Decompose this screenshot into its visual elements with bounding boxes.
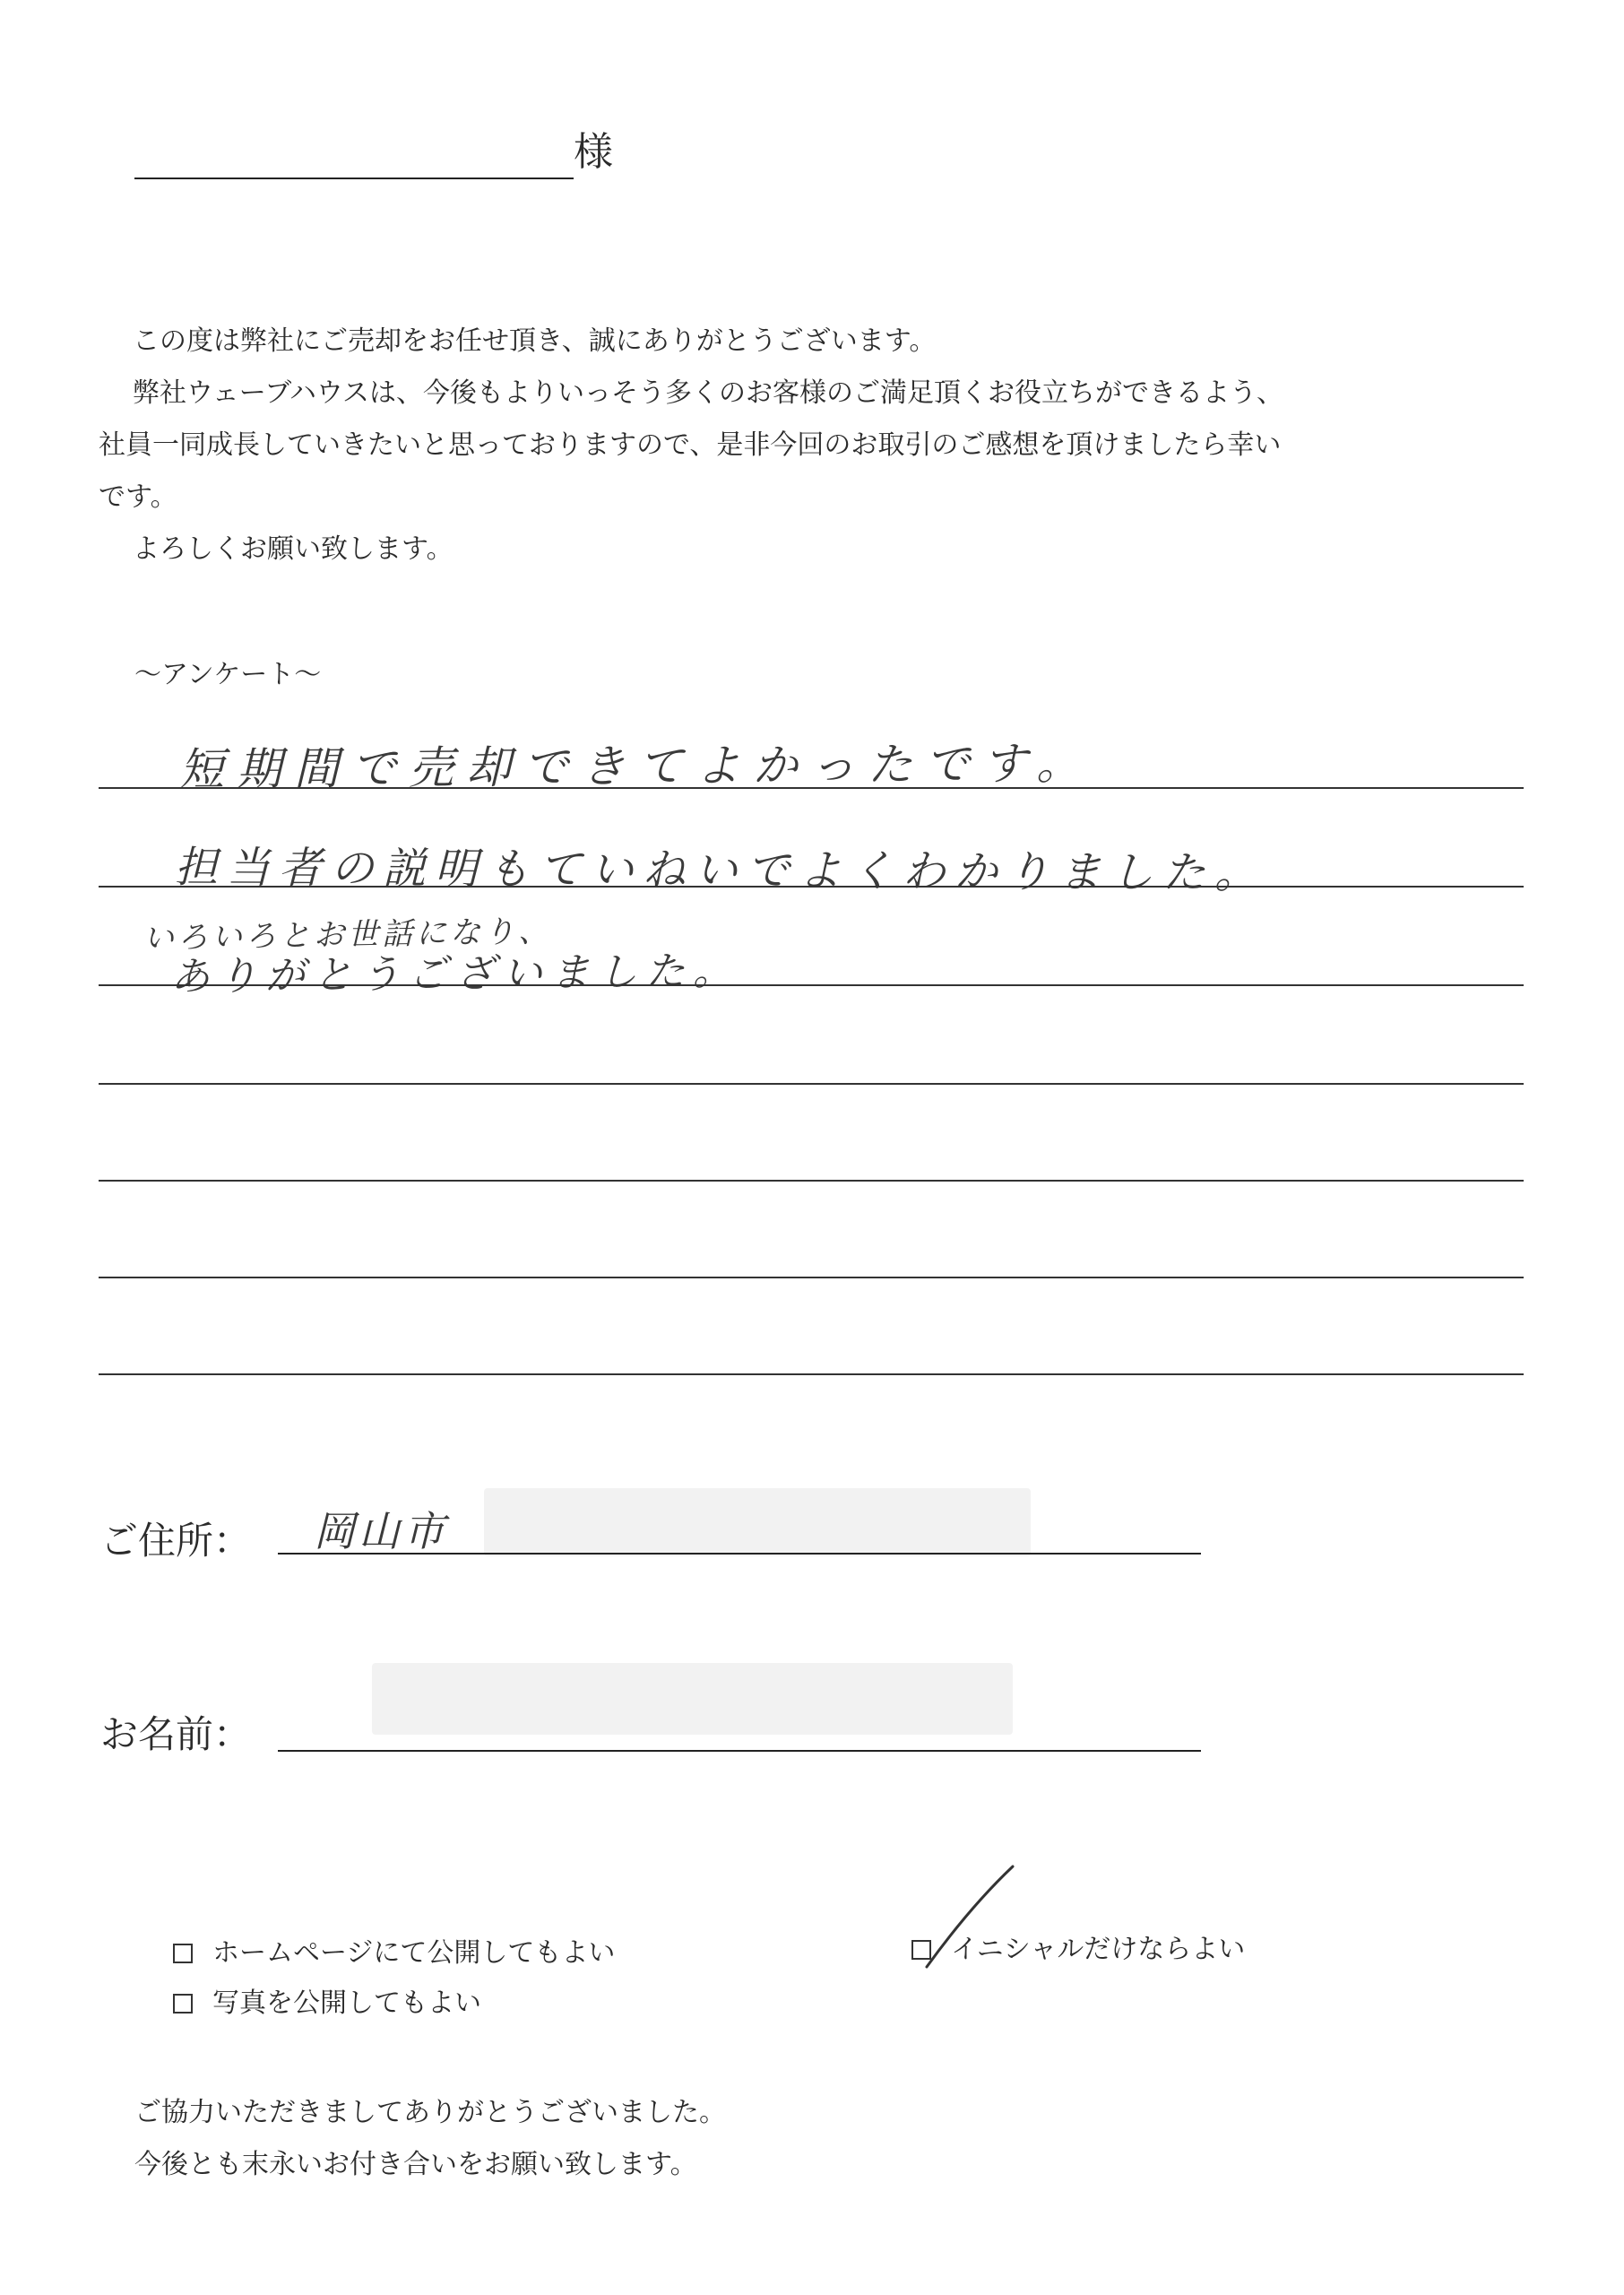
address-label: ご住所： <box>100 1519 252 1563</box>
closing-message <box>134 2087 726 2191</box>
address-field-line[interactable] <box>278 1553 1201 1555</box>
answer-line[interactable] <box>99 787 1524 789</box>
answer-line[interactable] <box>99 984 1524 986</box>
handwritten-answer: 担当者の説明もていねいでよくわかりました。 <box>174 842 1267 899</box>
address-handwritten-value: 岡山市 <box>314 1507 448 1555</box>
answer-line[interactable] <box>99 1083 1524 1085</box>
name-redaction <box>372 1663 1013 1735</box>
intro-paragraph <box>99 316 1542 576</box>
closing-line: 今後とも末永いお付き合いをお願い致します。 <box>134 2149 697 2180</box>
intro-line: よろしくお願い致します。 <box>133 533 454 565</box>
answer-line[interactable] <box>99 886 1524 888</box>
option-homepage-label: ホームページにて公開してもよい <box>212 1937 616 1969</box>
homepage-checkbox[interactable] <box>173 1944 193 1963</box>
check-mark-icon <box>923 1863 1022 1970</box>
name-label: お名前： <box>100 1712 252 1756</box>
handwritten-answer: 短期間で売却できてよかったです。 <box>178 737 1094 796</box>
answer-line[interactable] <box>99 1373 1524 1375</box>
intro-line: です。 <box>99 481 177 513</box>
addressee-honorific: 様 <box>574 129 613 175</box>
address-redaction <box>484 1488 1031 1556</box>
photo-checkbox[interactable] <box>173 1994 193 2014</box>
survey-heading: ～アンケート～ <box>134 659 322 690</box>
handwritten-answer: いろいろとお世話になり、 <box>143 914 553 957</box>
option-photo[interactable] <box>173 1990 481 2017</box>
intro-line: この度は弊社にご売却をお任せ頂き、誠にありがとうございます。 <box>133 325 937 357</box>
option-initial-label: イニシャルだけならよい <box>951 1934 1246 1965</box>
option-homepage[interactable] <box>173 1937 616 1969</box>
answer-line[interactable] <box>99 1180 1524 1182</box>
intro-line: 社員一同成長していきたいと思っておりますので、是非今回のお取引のご感想を頂けましたら幸い <box>99 429 1282 461</box>
intro-line: 弊社ウェーブハウスは、今後もよりいっそう多くのお客様のご満足頂くお役立ちができるよう、 <box>133 377 1283 409</box>
option-photo-label: 写真を公開してもよい <box>212 1988 481 2019</box>
answer-line[interactable] <box>99 1277 1524 1278</box>
name-field-line[interactable] <box>278 1750 1201 1752</box>
closing-line: ご協力いただきましてありがとうございました。 <box>134 2097 726 2128</box>
addressee-name-line[interactable] <box>134 178 574 179</box>
handwritten-answer: ありがとうございました。 <box>169 948 741 1000</box>
